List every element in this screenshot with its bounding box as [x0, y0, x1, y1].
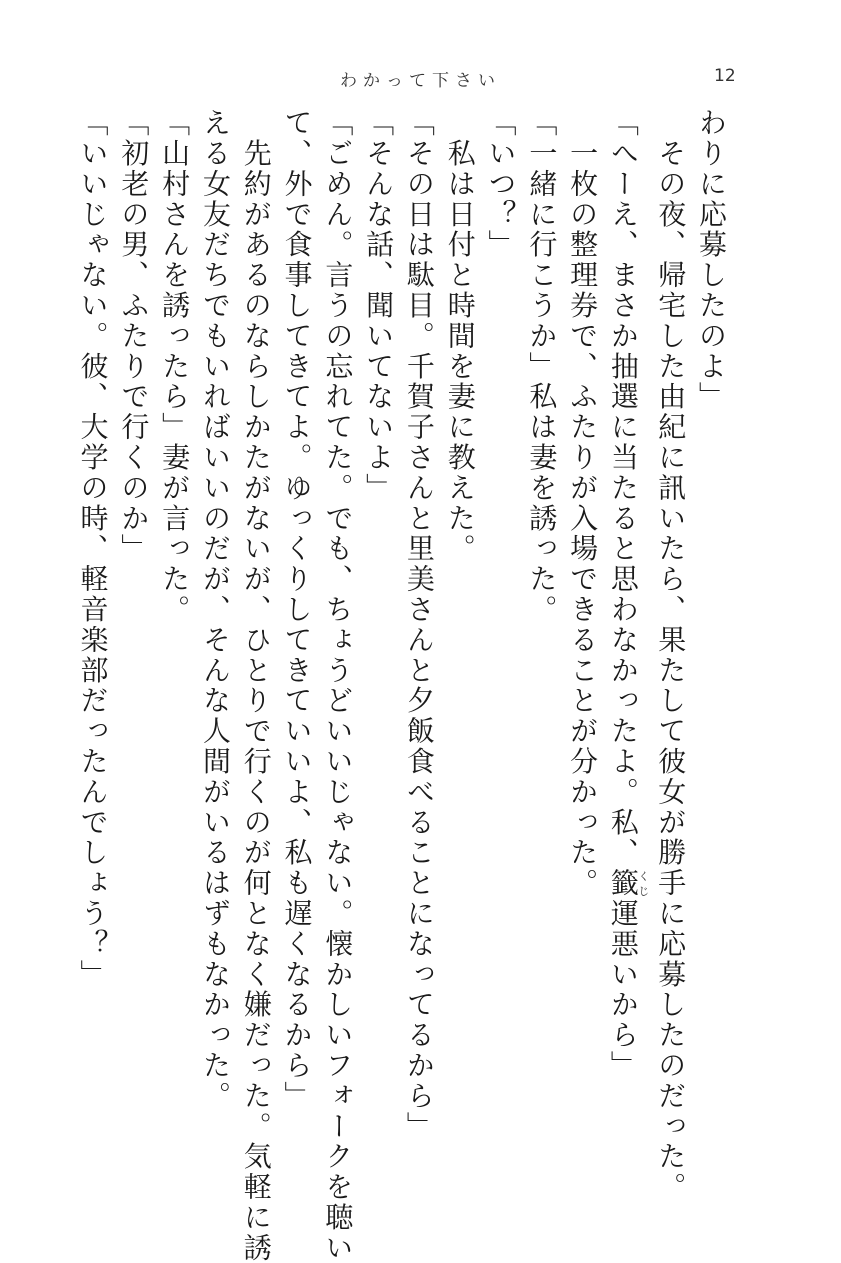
text-line: える女友だちでもいればいいのだが、そんな人間がいるはずもなかった。 — [198, 108, 232, 1112]
text-line: 「いいじゃない。彼、大学の時、軽音楽部だったんでしょう？」 — [76, 108, 110, 990]
text-line: その夜、帰宅した由紀に訊いたら、果たして彼女が勝手に応募したのだった。 — [654, 108, 688, 1203]
text-line-part: 「へーえ、まさか抽選に当たると思わなかったよ。私、 — [606, 108, 640, 868]
ruby-kuji — [606, 868, 650, 899]
text-line: 一枚の整理券で、ふたりが入場できることが分かった。 — [566, 108, 600, 899]
page-number: 12 — [714, 66, 736, 86]
text-line: 「いつ？」 — [484, 108, 518, 260]
ruby-base: 籤 — [606, 868, 640, 899]
text-line: 「そんな話、聞いてないよ」 — [362, 108, 396, 504]
text-line: 「初老の男、ふたりで行くのか」 — [117, 108, 151, 564]
vertical-text-body — [76, 108, 731, 1263]
text-line: て、外で食事してきてよ。ゆっくりしてきていいよ、私も遅くなるから」 — [280, 108, 314, 1112]
text-line: 私は日付と時間を妻に教えた。 — [443, 108, 477, 564]
text-line: 「ごめん。言うの忘れてた。でも、ちょうどいいじゃない。懐かしいフォークを聴い — [321, 108, 355, 1263]
text-line: 「一緒に行こうか」私は妻を誘った。 — [525, 108, 559, 625]
text-line-part: 運悪いから」 — [606, 898, 640, 1081]
ruby-reading: くじ — [636, 868, 650, 899]
running-title: わかって下さい — [340, 71, 501, 91]
text-line: 先約があるのならしかたがないが、ひとりで行くのが何となく嫌だった。気軽に誘 — [239, 108, 273, 1263]
text-line: 「その日は駄目。千賀子さんと里美さんと夕飯食べることになってるから」 — [402, 108, 436, 1142]
text-line: 「山村さんを誘ったら」妻が言った。 — [158, 108, 192, 625]
text-line: わりに応募したのよ」 — [695, 108, 728, 412]
text-line — [602, 108, 649, 1118]
